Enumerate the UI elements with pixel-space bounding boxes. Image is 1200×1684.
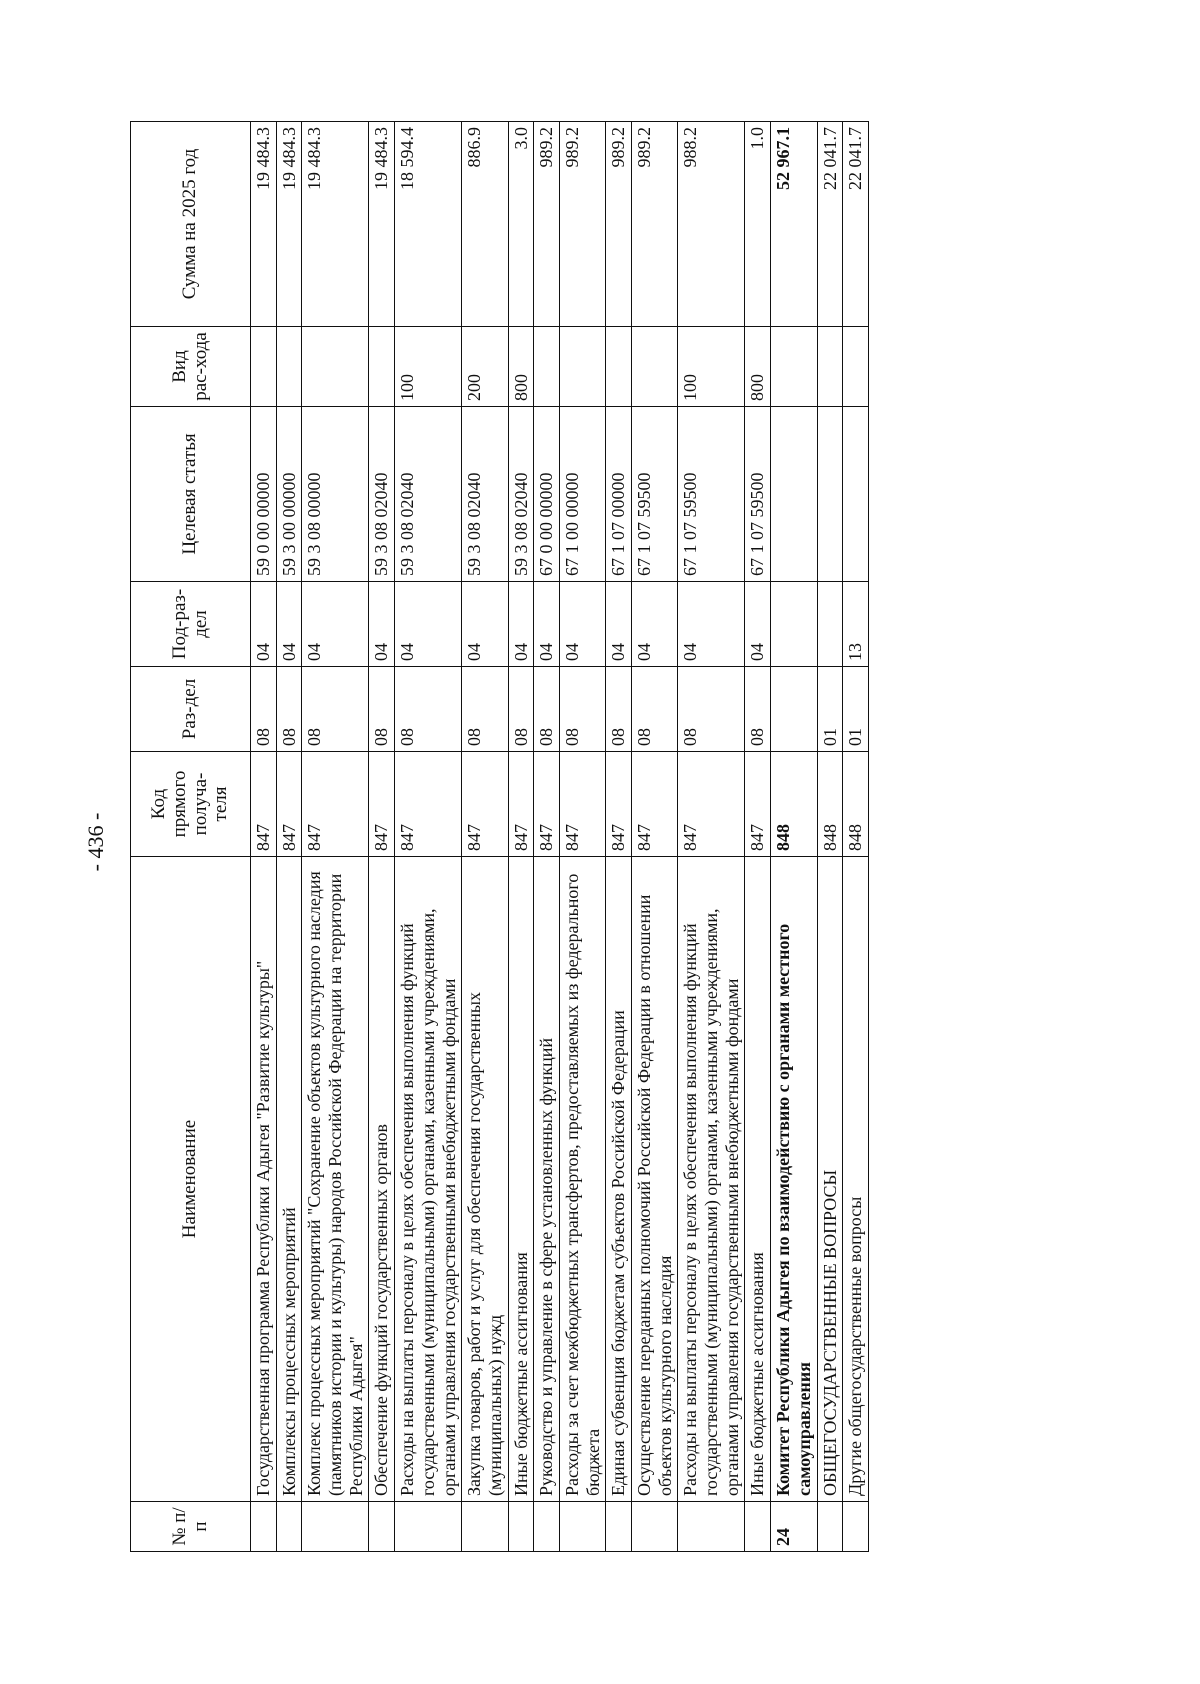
cell-amount: 19 484.3 <box>369 122 395 327</box>
cell-name: Иные бюджетные ассигнования <box>745 857 771 1502</box>
cell-target-article: 59 3 08 02040 <box>395 407 462 582</box>
table-row <box>843 122 869 1552</box>
header-amount-2025: Сумма на 2025 год <box>131 122 251 327</box>
cell-expense-type <box>559 327 605 407</box>
table-row <box>395 122 462 1552</box>
cell-subsection: 04 <box>276 582 302 667</box>
cell-target-article: 59 3 08 02040 <box>462 407 508 582</box>
header-target-article: Целевая статья <box>131 407 251 582</box>
cell-section <box>771 667 817 752</box>
cell-recipient-code: 847 <box>302 752 369 857</box>
cell-expense-type: 100 <box>395 327 462 407</box>
cell-subsection: 04 <box>462 582 508 667</box>
cell-number <box>276 1502 302 1552</box>
cell-amount: 989.2 <box>632 122 678 327</box>
cell-name: Расходы на выплаты персоналу в целях обеспечения выполнения функций государственными (муниципальными) органами, казенными учреждениями, органами управления государственными внебюджетными фондами <box>678 857 745 1502</box>
cell-target-article <box>771 407 817 582</box>
cell-amount: 3.0 <box>508 122 534 327</box>
cell-amount: 989.2 <box>559 122 605 327</box>
cell-name: ОБЩЕГОСУДАРСТВЕННЫЕ ВОПРОСЫ <box>817 857 843 1502</box>
cell-name: Комплекс процессных мероприятий "Сохранение объектов культурного наследия (памятников истории и культуры) народов Российской Федерации на территории Республики Адыгея" <box>302 857 369 1502</box>
rotated-table <box>130 122 1078 1552</box>
table-row <box>534 122 560 1552</box>
cell-name: Комплексы процессных мероприятий <box>276 857 302 1502</box>
cell-expense-type <box>817 327 843 407</box>
cell-amount: 886.9 <box>462 122 508 327</box>
cell-expense-type <box>276 327 302 407</box>
cell-number <box>632 1502 678 1552</box>
cell-recipient-code: 847 <box>369 752 395 857</box>
cell-section: 08 <box>678 667 745 752</box>
cell-target-article: 67 1 00 00000 <box>559 407 605 582</box>
cell-amount: 989.2 <box>534 122 560 327</box>
cell-amount: 18 594.4 <box>395 122 462 327</box>
cell-number <box>508 1502 534 1552</box>
cell-recipient-code: 848 <box>843 752 869 857</box>
page-number: - 436 - <box>83 812 108 872</box>
cell-name: Руководство и управление в сфере установленных функций <box>534 857 560 1502</box>
cell-section: 08 <box>508 667 534 752</box>
cell-number <box>302 1502 369 1552</box>
cell-name: Закупка товаров, работ и услуг для обеспечения государственных (муниципальных) нужд <box>462 857 508 1502</box>
table-row <box>817 122 843 1552</box>
cell-target-article <box>843 407 869 582</box>
cell-section: 08 <box>302 667 369 752</box>
header-subsection: Под-раз-дел <box>131 582 251 667</box>
cell-target-article: 67 1 07 00000 <box>606 407 632 582</box>
header-name: Наименование <box>131 857 251 1502</box>
cell-amount: 22 041.7 <box>817 122 843 327</box>
cell-target-article: 59 3 08 00000 <box>302 407 369 582</box>
cell-name: Другие общегосударственные вопросы <box>843 857 869 1502</box>
cell-expense-type <box>534 327 560 407</box>
cell-recipient-code: 847 <box>606 752 632 857</box>
cell-recipient-code: 848 <box>817 752 843 857</box>
cell-subsection <box>817 582 843 667</box>
cell-expense-type <box>369 327 395 407</box>
cell-recipient-code: 847 <box>508 752 534 857</box>
cell-number: 24 <box>771 1502 817 1552</box>
cell-subsection: 04 <box>395 582 462 667</box>
cell-section: 01 <box>843 667 869 752</box>
cell-recipient-code: 847 <box>559 752 605 857</box>
cell-amount: 19 484.3 <box>276 122 302 327</box>
cell-number <box>559 1502 605 1552</box>
cell-name: Государственная программа Республики Адыгея "Развитие культуры" <box>251 857 277 1502</box>
table-row <box>606 122 632 1552</box>
cell-amount: 1.0 <box>745 122 771 327</box>
cell-target-article: 67 1 07 59500 <box>632 407 678 582</box>
cell-number <box>534 1502 560 1552</box>
cell-expense-type: 200 <box>462 327 508 407</box>
table-row <box>508 122 534 1552</box>
cell-subsection <box>771 582 817 667</box>
cell-expense-type: 800 <box>508 327 534 407</box>
cell-subsection: 04 <box>606 582 632 667</box>
cell-expense-type: 800 <box>745 327 771 407</box>
cell-expense-type <box>771 327 817 407</box>
cell-subsection: 04 <box>632 582 678 667</box>
cell-recipient-code: 847 <box>745 752 771 857</box>
cell-amount: 22 041.7 <box>843 122 869 327</box>
cell-subsection: 04 <box>534 582 560 667</box>
cell-section: 08 <box>534 667 560 752</box>
cell-name: Осуществление переданных полномочий Российской Федерации в отношении объектов культурного наследия <box>632 857 678 1502</box>
cell-expense-type: 100 <box>678 327 745 407</box>
table-row <box>559 122 605 1552</box>
cell-subsection: 04 <box>369 582 395 667</box>
cell-subsection: 04 <box>745 582 771 667</box>
cell-target-article <box>817 407 843 582</box>
table-row <box>251 122 277 1552</box>
cell-target-article: 59 0 00 00000 <box>251 407 277 582</box>
cell-subsection: 04 <box>559 582 605 667</box>
cell-number <box>606 1502 632 1552</box>
cell-expense-type <box>632 327 678 407</box>
cell-section: 08 <box>632 667 678 752</box>
cell-recipient-code: 847 <box>276 752 302 857</box>
cell-subsection: 04 <box>508 582 534 667</box>
cell-target-article: 67 0 00 00000 <box>534 407 560 582</box>
cell-name: Расходы на выплаты персоналу в целях обеспечения выполнения функций государственными (муниципальными) органами, казенными учреждениями, органами управления государственными внебюджетными фондами <box>395 857 462 1502</box>
cell-amount: 989.2 <box>606 122 632 327</box>
cell-recipient-code: 847 <box>395 752 462 857</box>
cell-number <box>678 1502 745 1552</box>
cell-section: 08 <box>559 667 605 752</box>
cell-expense-type <box>251 327 277 407</box>
cell-number <box>251 1502 277 1552</box>
cell-section: 08 <box>395 667 462 752</box>
cell-amount: 19 484.3 <box>302 122 369 327</box>
cell-name: Единая субвенция бюджетам субъектов Российской Федерации <box>606 857 632 1502</box>
table-header-row <box>131 122 251 1552</box>
cell-target-article: 59 3 08 02040 <box>369 407 395 582</box>
cell-amount: 988.2 <box>678 122 745 327</box>
cell-subsection: 04 <box>678 582 745 667</box>
cell-name: Комитет Республики Адыгея по взаимодействию с органами местного самоуправления <box>771 857 817 1502</box>
budget-table-container <box>130 122 1078 1552</box>
cell-expense-type <box>606 327 632 407</box>
cell-section: 08 <box>251 667 277 752</box>
cell-subsection: 04 <box>251 582 277 667</box>
cell-recipient-code: 847 <box>251 752 277 857</box>
cell-target-article: 59 3 00 00000 <box>276 407 302 582</box>
cell-amount: 19 484.3 <box>251 122 277 327</box>
table-row <box>302 122 369 1552</box>
cell-number <box>817 1502 843 1552</box>
cell-recipient-code: 847 <box>462 752 508 857</box>
cell-section: 08 <box>462 667 508 752</box>
table-row <box>369 122 395 1552</box>
table-row <box>276 122 302 1552</box>
table-row <box>771 122 817 1552</box>
cell-section: 01 <box>817 667 843 752</box>
cell-recipient-code: 848 <box>771 752 817 857</box>
cell-name: Расходы за счет межбюджетных трансфертов, предоставляемых из федерального бюджета <box>559 857 605 1502</box>
cell-name: Иные бюджетные ассигнования <box>508 857 534 1502</box>
cell-expense-type <box>302 327 369 407</box>
cell-amount: 52 967.1 <box>771 122 817 327</box>
cell-recipient-code: 847 <box>632 752 678 857</box>
table-row <box>678 122 745 1552</box>
table-row <box>632 122 678 1552</box>
cell-section: 08 <box>745 667 771 752</box>
table-row <box>745 122 771 1552</box>
cell-number <box>395 1502 462 1552</box>
cell-expense-type <box>843 327 869 407</box>
cell-name: Обеспечение функций государственных органов <box>369 857 395 1502</box>
cell-recipient-code: 847 <box>678 752 745 857</box>
budget-table <box>130 121 869 1552</box>
header-number: № п/п <box>131 1502 251 1552</box>
cell-subsection: 04 <box>302 582 369 667</box>
cell-target-article: 67 1 07 59500 <box>678 407 745 582</box>
table-row <box>462 122 508 1552</box>
header-section: Раз-дел <box>131 667 251 752</box>
cell-target-article: 67 1 07 59500 <box>745 407 771 582</box>
header-recipient-code: Код прямого получа-теля <box>131 752 251 857</box>
cell-subsection: 13 <box>843 582 869 667</box>
cell-number <box>843 1502 869 1552</box>
cell-number <box>745 1502 771 1552</box>
cell-number <box>369 1502 395 1552</box>
header-expense-type: Вид рас-хода <box>131 327 251 407</box>
cell-target-article: 59 3 08 02040 <box>508 407 534 582</box>
cell-section: 08 <box>276 667 302 752</box>
cell-section: 08 <box>369 667 395 752</box>
cell-number <box>462 1502 508 1552</box>
cell-recipient-code: 847 <box>534 752 560 857</box>
cell-section: 08 <box>606 667 632 752</box>
